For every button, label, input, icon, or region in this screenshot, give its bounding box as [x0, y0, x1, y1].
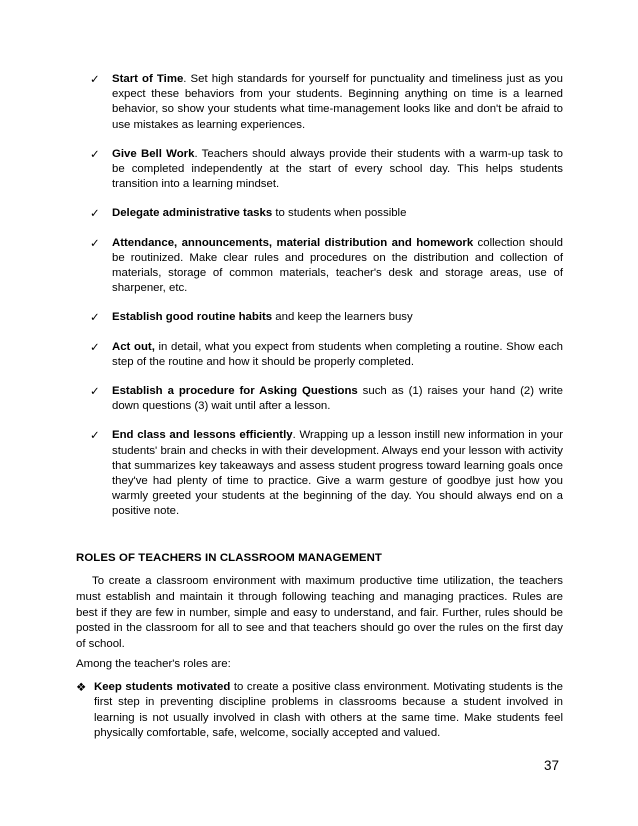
checkmark-icon: ✓ [90, 428, 100, 443]
checkmark-icon: ✓ [90, 72, 100, 86]
checklist-item-delegate: ✓ Delegate administrative tasks to students when possible [90, 206, 407, 221]
checklist-item-end-class: ✓ End class and lessons efficiently. Wrapping up a lesson instill new information in your students' brain and checks in with their development. Always end your lesson with activity that summarizes key takeaways and assess student progress toward learning goals once they've had plenty of time to practice. Give a warm gesture of goodbye just how you warmly greeted your students at the beginning of the day. You should always end on a positive note. [90, 428, 563, 518]
checkmark-icon: ✓ [90, 384, 100, 399]
checkmark-icon: ✓ [90, 339, 100, 354]
checklist-item-attendance: ✓ Attendance, announcements, material distribution and homework collection should be routinized. Make clear rules and procedures on the distribution and collection of materials, storage of common materials, teacher's desk and storage areas, use of sharpener, etc. [90, 235, 563, 295]
checkmark-icon: ✓ [90, 310, 100, 325]
checklist-item-act-out: ✓ Act out, in detail, what you expect from students when completing a routine. Show each step of the routine and how it should be properly completed. [90, 339, 563, 368]
page-number: 37 [543, 758, 559, 773]
checkmark-icon: ✓ [90, 235, 100, 250]
checkmark-icon: ✓ [90, 206, 100, 221]
roles-intro: Among the teacher's roles are: [76, 658, 231, 670]
checklist-item-asking-questions: ✓ Establish a procedure for Asking Questions such as (1) raises your hand (2) write down questions (3) wait until after a lesson. [90, 384, 563, 413]
role-item-motivation: ❖ Keep students motivated to create a positive class environment. Motivating students is the first step in preventing discipline problems in classrooms because a student involved in learning is not usually involved in clash with others at the same time. Make students feel physically comfortable, safe, welcome, socially accepted and valued. [76, 680, 564, 740]
checklist-item-bell-work: ✓ Give Bell Work. Teachers should always provide their students with a warm-up task to be completed independently at the start of every school day. This helps students transition into a learning mindset. [90, 146, 564, 191]
routine-checklist [0, 72, 638, 534]
section-heading: ROLES OF TEACHERS IN CLASSROOM MANAGEMENT [76, 552, 382, 564]
diamond-bullet-icon: ❖ [76, 680, 87, 694]
checkmark-icon: ✓ [90, 146, 100, 161]
checklist-item-start-of-time: ✓ Start of Time. Set high standards for yourself for punctuality and timeliness just as you expect these behaviors from your students. Beginning anything on time is a learned behavior, so show your students what time-management looks like and don't be afraid to use mistakes as learning experiences. [90, 72, 563, 131]
intro-paragraph: To create a classroom environment with maximum productive time utilization, the teachers must establish and maintain it through following teaching and managing practices. Rules are best if they are few in number, simple and easy to understand, and fair. Further, rules should be posted in the classroom for all to see and that teachers should go over the rules on the first day of school. [76, 575, 563, 651]
checklist-item-routine-habits: ✓ Establish good routine habits and keep the learners busy [90, 310, 413, 325]
